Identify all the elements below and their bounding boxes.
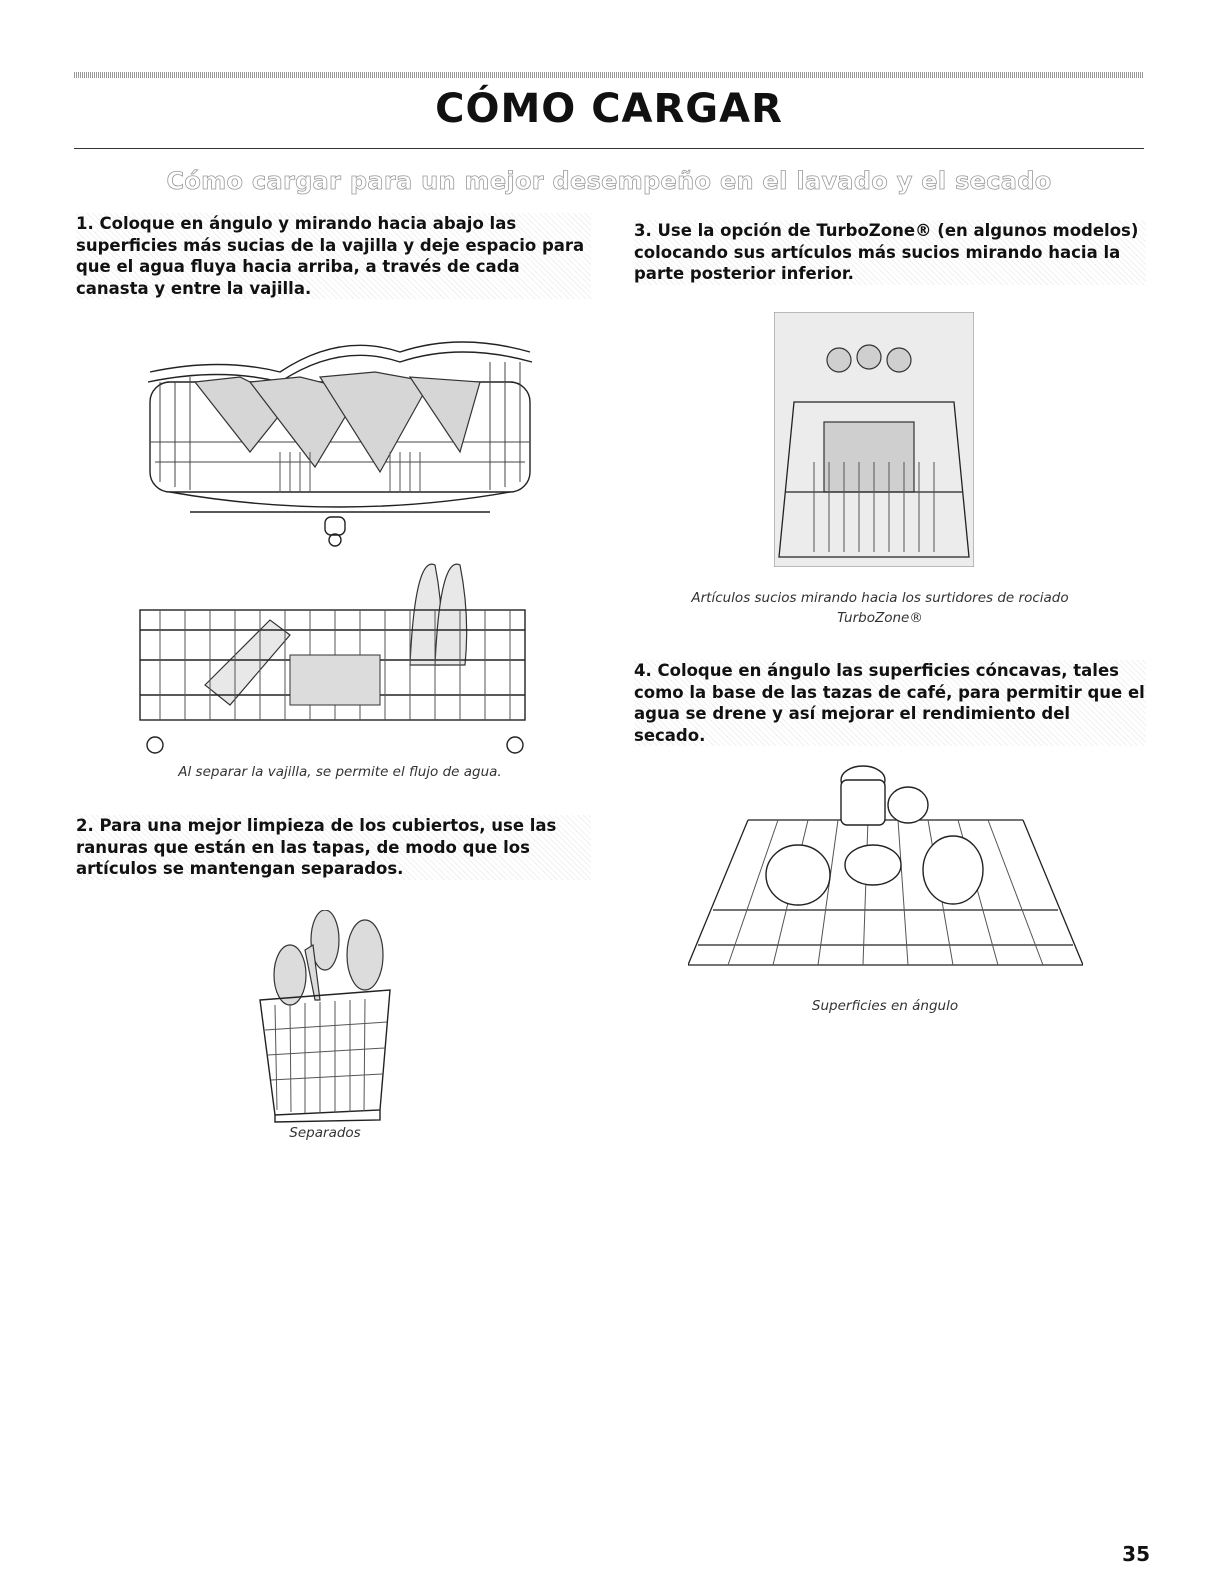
top-rule (74, 72, 1144, 78)
page-number: 35 (1122, 1542, 1150, 1566)
step-4-text: 4. Coloque en ángulo las superficies cóncavas, tales como la base de las tazas de café, para permitir que el agua se drene y así mejorar el rendimiento del secado. (634, 661, 1145, 745)
turbozone-rack-illustration (774, 312, 974, 567)
page-title: CÓMO CARGAR (435, 86, 783, 132)
cups-caption: Superficies en ángulo (811, 998, 959, 1014)
turbozone-caption: Artículos sucios mirando hacia los surtidores de rociado TurboZone® (691, 590, 1069, 626)
silverware-caption: Separados (289, 1125, 361, 1141)
step-3-text: 3. Use la opción de TurboZone® (en algunos modelos) colocando sus artículos más sucios mirando hacia la parte posterior inferior. (634, 220, 1146, 285)
rack-caption: Al separar la vajilla, se permite el flujo de agua. (178, 764, 502, 780)
step-2-text: 2. Para una mejor limpieza de los cubiertos, use las ranuras que están en las tapas, de modo que los artículos se mantengan separados. (76, 815, 591, 880)
lower-rack-illustration (130, 555, 540, 760)
step-1-text: 1. Coloque en ángulo y mirando hacia abajo las superficies más sucias de la vajilla y deje espacio para que el agua fluya hacia arriba, a través de cada canasta y entre la vajilla. (76, 213, 591, 299)
angled-cups-illustration (688, 760, 1083, 975)
upper-rack-illustration (130, 322, 550, 552)
title-rule (74, 148, 1144, 149)
section-subtitle: Cómo cargar para un mejor desempeño en el lavado y el secado (166, 167, 1052, 195)
silverware-basket-illustration (255, 910, 395, 1125)
